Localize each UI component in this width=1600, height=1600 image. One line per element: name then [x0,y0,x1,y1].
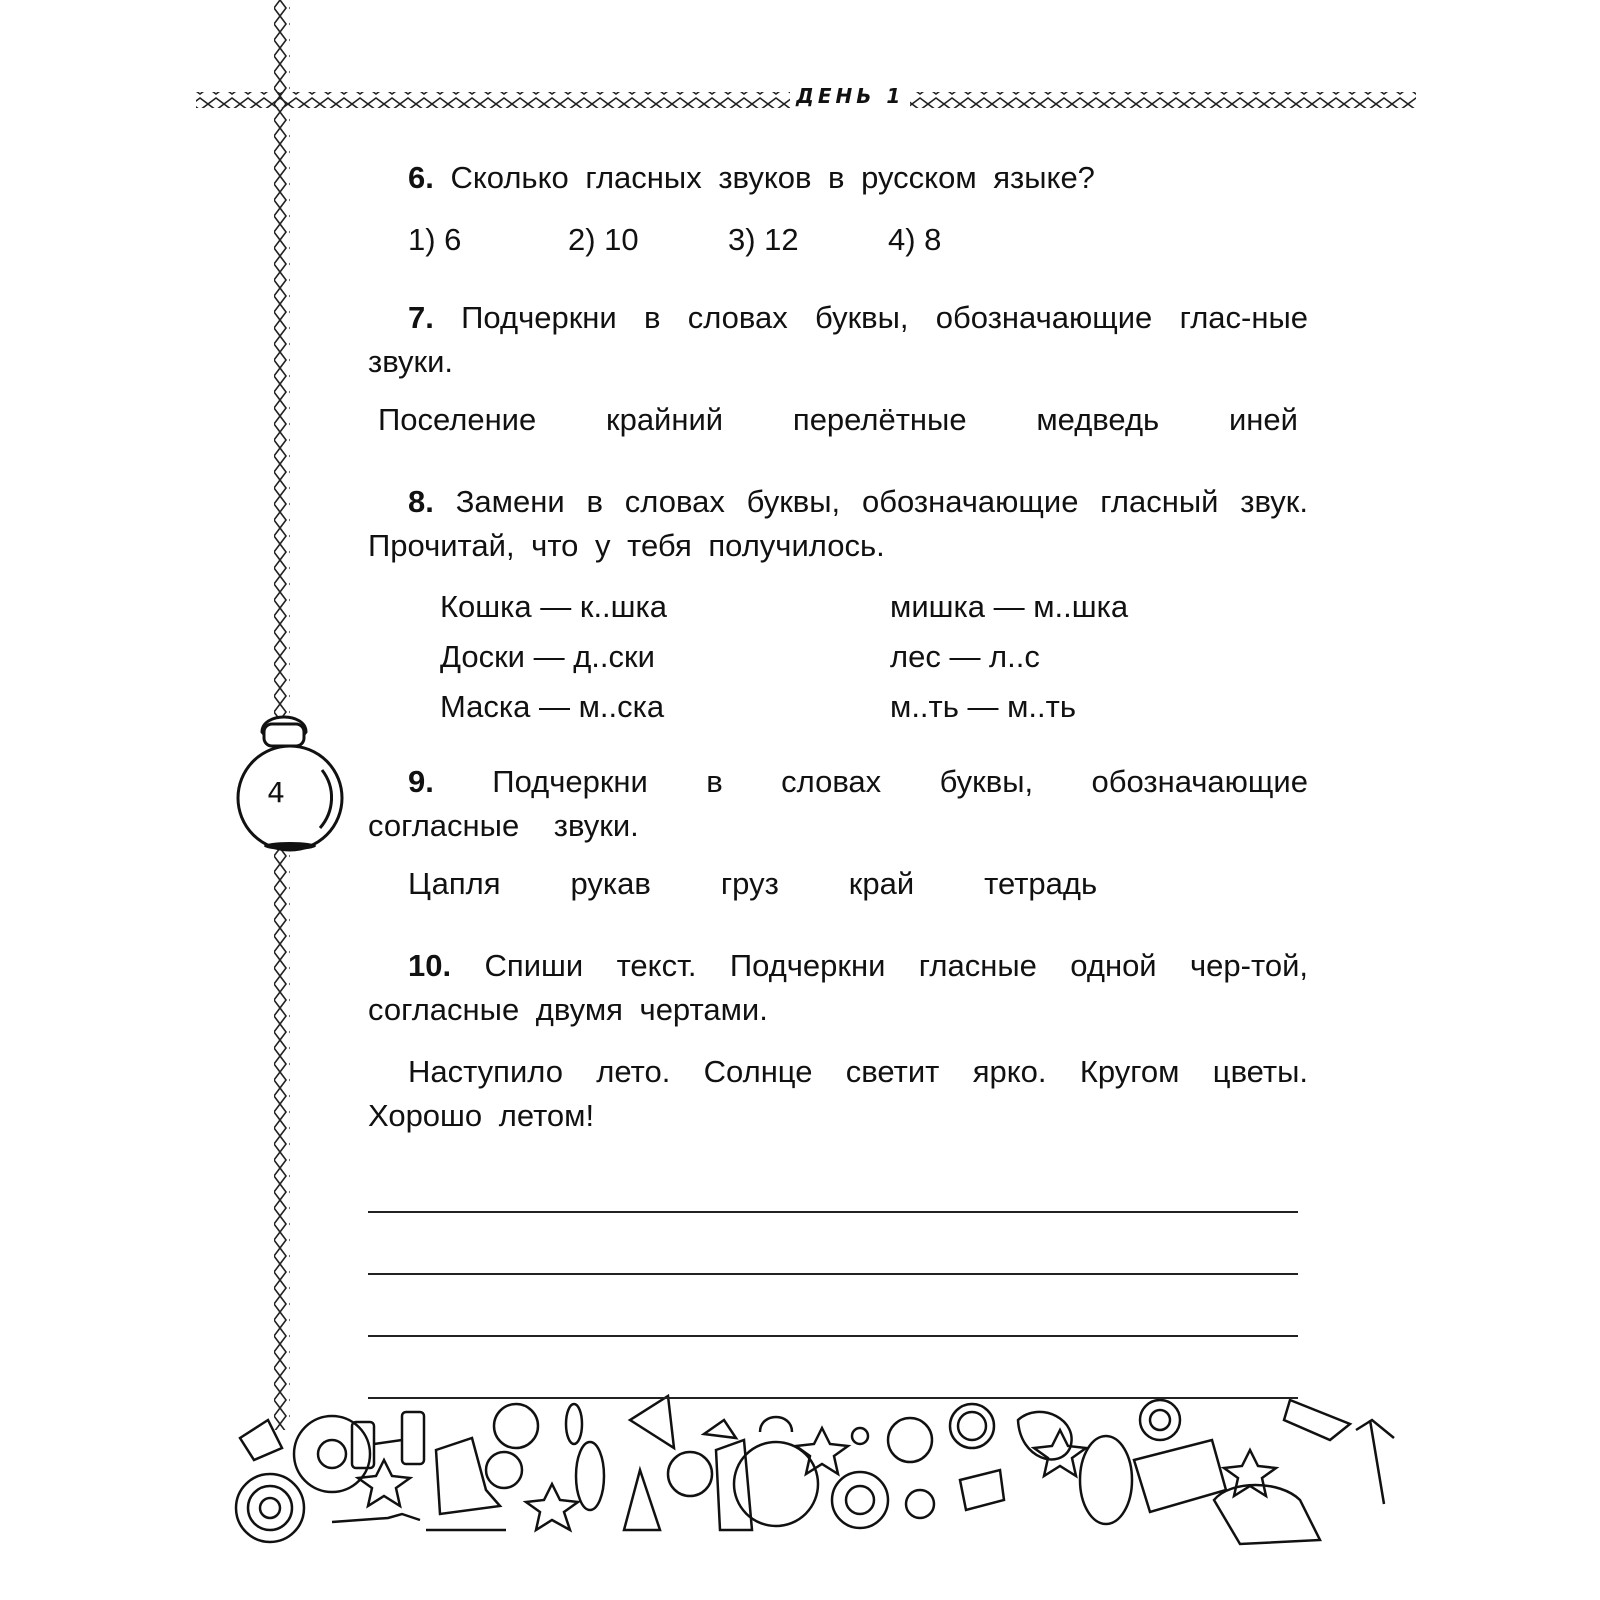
writing-lines[interactable] [368,1210,1298,1458]
word: тетрадь [984,866,1098,901]
writing-line[interactable] [368,1210,1298,1213]
task-text: Спиши текст. Подчеркни гласные одной чер-той, согласные двумя чертами. [368,948,1308,1027]
word: Поселение [378,402,537,437]
word: рукав [570,866,651,901]
word-pair: мишка — м..шка [890,589,1129,624]
task-6-options [408,222,1048,258]
task-7 [368,296,1308,384]
task-8 [368,480,1308,568]
task-10 [368,944,1308,1032]
word-pair: Доски — д..ски [440,639,655,674]
writing-line[interactable] [368,1334,1298,1337]
word: Цапля [408,866,501,901]
task-number: 9. [408,764,434,799]
word-pair: м..ть — м..ть [890,689,1076,724]
passage-text: Наступило лето. Солнце светит ярко. Кругом цветы. Хорошо летом! [368,1054,1308,1133]
task-6 [368,156,1308,200]
word-pair: Маска — м..ска [440,689,665,724]
word: груз [720,866,779,901]
word: крайний [606,402,724,437]
word: иней [1228,402,1298,437]
task-text: Подчеркни в словах буквы, обозначающие глас-ные звуки. [368,300,1308,379]
task-number: 6. [408,160,434,195]
task-7-words [378,402,1298,438]
task-10-passage [368,1050,1308,1138]
task-9-words [408,866,1097,902]
task-9 [368,760,1308,848]
task-text: Замени в словах буквы, обозначающие гласный звук. Прочитай, что у тебя получилось. [368,484,1308,563]
word: край [848,866,915,901]
task-text: Сколько гласных звуков в русском языке? [450,160,1095,195]
task-number: 8. [408,484,434,519]
option-2[interactable]: 2) 10 [568,222,639,257]
option-1[interactable]: 1) 6 [408,222,462,257]
left-chain-border [274,0,290,1430]
task-text: Подчеркни в словах буквы, обозначающие согласные звуки. [368,764,1308,843]
option-4[interactable]: 4) 8 [888,222,942,257]
option-3[interactable]: 3) 12 [728,222,799,257]
task-number: 7. [408,300,434,335]
page-number: 4 [267,776,285,809]
writing-line[interactable] [368,1396,1298,1399]
day-label: ДЕНЬ 1 [790,84,910,108]
writing-line[interactable] [368,1272,1298,1275]
word: перелётные [792,402,967,437]
task-8-left-pairs [440,582,667,732]
word: медведь [1036,402,1160,437]
task-8-right-pairs [890,582,1128,732]
word-pair: Кошка — к..шка [440,589,668,624]
task-number: 10. [408,948,452,983]
word-pair: лес — л..с [890,639,1040,674]
